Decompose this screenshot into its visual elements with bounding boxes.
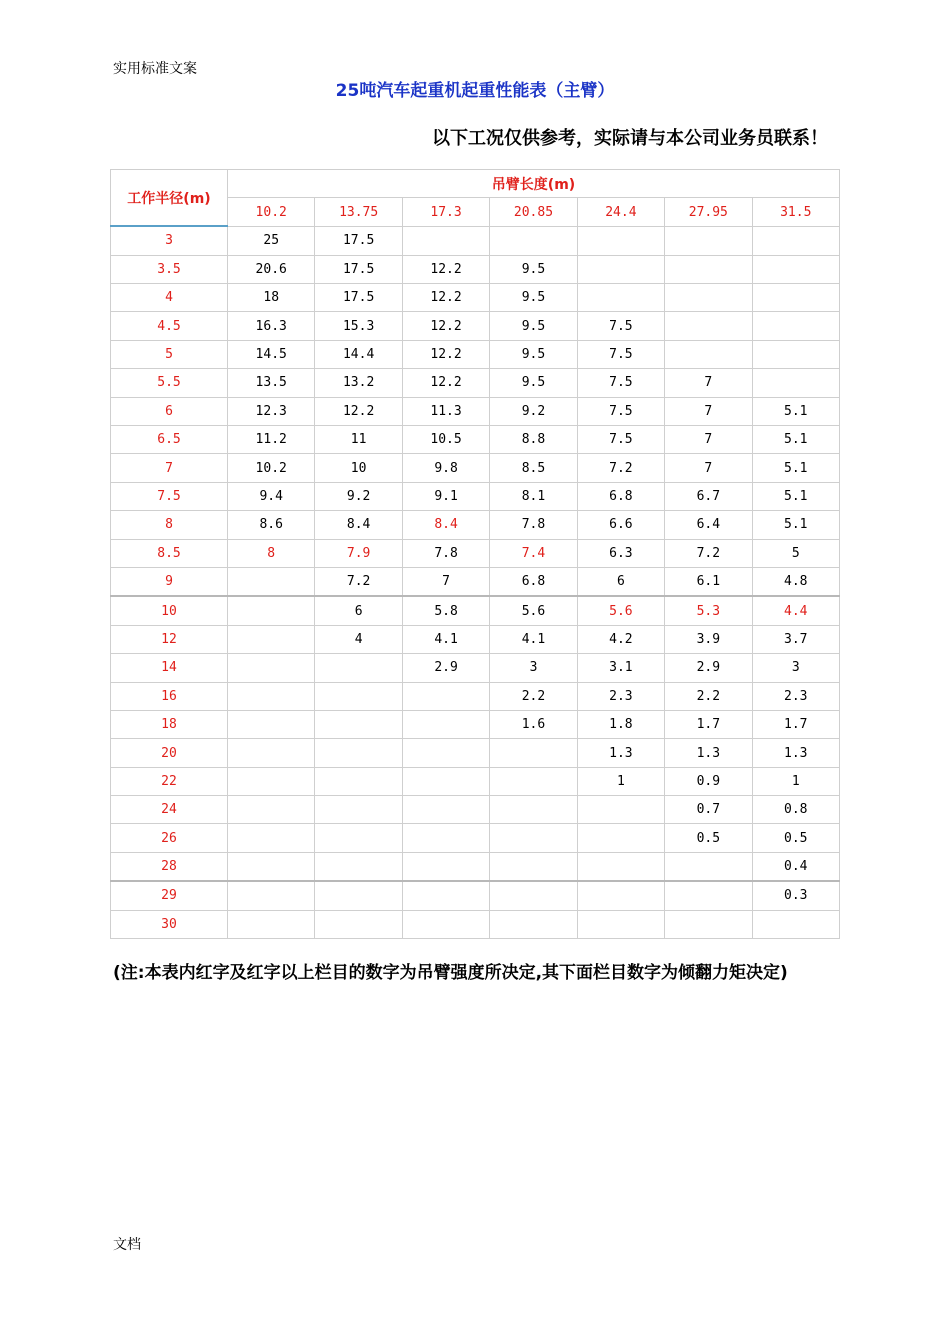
- capacity-cell: [752, 340, 839, 368]
- table-row: [111, 426, 840, 454]
- capacity-cell: 0.5: [752, 824, 839, 852]
- radius-cell: 28: [111, 852, 228, 881]
- capacity-cell: 0.5: [665, 824, 752, 852]
- capacity-cell: [228, 881, 315, 910]
- capacity-cell: [228, 910, 315, 938]
- capacity-cell: 8: [228, 539, 315, 567]
- capacity-cell: 0.8: [752, 796, 839, 824]
- radius-cell: 30: [111, 910, 228, 938]
- capacity-cell: 25: [228, 226, 315, 255]
- capacity-cell: 3: [490, 654, 577, 682]
- capacity-cell: [665, 284, 752, 312]
- capacity-cell: 8.4: [402, 511, 489, 539]
- capacity-cell: 6: [315, 596, 402, 625]
- capacity-cell: [402, 852, 489, 881]
- capacity-cell: 7.8: [402, 539, 489, 567]
- capacity-cell: 8.6: [228, 511, 315, 539]
- radius-cell: 7: [111, 454, 228, 482]
- capacity-cell: 10.2: [228, 454, 315, 482]
- table-row: [111, 881, 840, 910]
- capacity-cell: 6.8: [490, 567, 577, 596]
- capacity-cell: 2.2: [490, 682, 577, 710]
- table-row: [111, 454, 840, 482]
- capacity-cell: 7.5: [577, 340, 664, 368]
- capacity-cell: 5.1: [752, 426, 839, 454]
- radius-cell: 29: [111, 881, 228, 910]
- page-header: 实用标准文案: [113, 61, 197, 77]
- table-row: [111, 625, 840, 653]
- capacity-cell: 2.9: [402, 654, 489, 682]
- footnote: (注:本表内红字及红字以上栏目的数字为吊臂强度所决定,其下面栏目数字为倾翻力矩决定): [113, 963, 788, 983]
- radius-cell: 9: [111, 567, 228, 596]
- table-row: [111, 284, 840, 312]
- capacity-cell: [228, 654, 315, 682]
- capacity-cell: [315, 824, 402, 852]
- capacity-cell: 3.9: [665, 625, 752, 653]
- table-row: [111, 739, 840, 767]
- capacity-cell: 1.3: [577, 739, 664, 767]
- capacity-cell: 14.5: [228, 340, 315, 368]
- capacity-cell: [752, 369, 839, 397]
- capacity-cell: 5.1: [752, 511, 839, 539]
- capacity-cell: [490, 767, 577, 795]
- capacity-cell: 12.2: [315, 397, 402, 425]
- capacity-cell: [228, 625, 315, 653]
- table-row: [111, 910, 840, 938]
- capacity-cell: [577, 881, 664, 910]
- capacity-cell: 9.1: [402, 482, 489, 510]
- capacity-cell: 1: [577, 767, 664, 795]
- capacity-cell: [577, 284, 664, 312]
- capacity-cell: 7: [665, 397, 752, 425]
- radius-header: 工作半径(m): [111, 170, 228, 227]
- radius-cell: 6.5: [111, 426, 228, 454]
- radius-cell: 12: [111, 625, 228, 653]
- capacity-cell: 3.7: [752, 625, 839, 653]
- capacity-cell: [315, 910, 402, 938]
- capacity-cell: 8.8: [490, 426, 577, 454]
- capacity-cell: 7.8: [490, 511, 577, 539]
- capacity-cell: [402, 710, 489, 738]
- capacity-cell: 5.3: [665, 596, 752, 625]
- radius-cell: 6: [111, 397, 228, 425]
- capacity-cell: [490, 226, 577, 255]
- capacity-cell: 6.3: [577, 539, 664, 567]
- capacity-cell: [315, 710, 402, 738]
- capacity-cell: [228, 852, 315, 881]
- capacity-cell: [490, 796, 577, 824]
- capacity-cell: 11.2: [228, 426, 315, 454]
- capacity-cell: [577, 910, 664, 938]
- capacity-cell: 6.1: [665, 567, 752, 596]
- capacity-cell: 7.5: [577, 397, 664, 425]
- boom-length-col: 24.4: [577, 198, 664, 226]
- capacity-cell: [577, 796, 664, 824]
- capacity-cell: [665, 255, 752, 283]
- table-row: [111, 852, 840, 881]
- capacity-cell: [577, 255, 664, 283]
- capacity-cell: [315, 682, 402, 710]
- capacity-cell: [665, 340, 752, 368]
- capacity-cell: 0.9: [665, 767, 752, 795]
- capacity-cell: 7.5: [577, 369, 664, 397]
- capacity-cell: [752, 284, 839, 312]
- capacity-cell: 1.3: [752, 739, 839, 767]
- capacity-cell: 15.3: [315, 312, 402, 340]
- capacity-cell: 3: [752, 654, 839, 682]
- capacity-cell: 12.2: [402, 369, 489, 397]
- table-body: [111, 226, 840, 938]
- capacity-cell: [315, 739, 402, 767]
- boom-length-col: 17.3: [402, 198, 489, 226]
- capacity-cell: [577, 824, 664, 852]
- table-row: [111, 767, 840, 795]
- radius-cell: 8.5: [111, 539, 228, 567]
- table-row: [111, 397, 840, 425]
- capacity-cell: 12.2: [402, 312, 489, 340]
- capacity-cell: 5: [752, 539, 839, 567]
- capacity-cell: [228, 596, 315, 625]
- radius-cell: 18: [111, 710, 228, 738]
- capacity-cell: 7: [402, 567, 489, 596]
- capacity-cell: [490, 824, 577, 852]
- boom-length-col: 31.5: [752, 198, 839, 226]
- capacity-cell: 5.1: [752, 454, 839, 482]
- capacity-cell: 13.5: [228, 369, 315, 397]
- capacity-cell: 1.6: [490, 710, 577, 738]
- radius-cell: 26: [111, 824, 228, 852]
- capacity-cell: [752, 910, 839, 938]
- capacity-cell: 12.2: [402, 284, 489, 312]
- capacity-cell: 7.5: [577, 312, 664, 340]
- capacity-cell: [752, 312, 839, 340]
- capacity-cell: 17.5: [315, 255, 402, 283]
- radius-cell: 24: [111, 796, 228, 824]
- capacity-cell: 4.1: [402, 625, 489, 653]
- capacity-cell: 9.5: [490, 340, 577, 368]
- table-row: [111, 226, 840, 255]
- capacity-cell: 9.5: [490, 312, 577, 340]
- capacity-cell: 7: [665, 369, 752, 397]
- capacity-cell: 4: [315, 625, 402, 653]
- capacity-cell: 9.8: [402, 454, 489, 482]
- capacity-cell: [665, 312, 752, 340]
- capacity-cell: 5.8: [402, 596, 489, 625]
- capacity-cell: 7.2: [665, 539, 752, 567]
- capacity-cell: 7.9: [315, 539, 402, 567]
- capacity-cell: 5.6: [577, 596, 664, 625]
- capacity-cell: [490, 910, 577, 938]
- capacity-cell: 12.2: [402, 255, 489, 283]
- capacity-cell: 13.2: [315, 369, 402, 397]
- capacity-cell: [665, 910, 752, 938]
- radius-cell: 14: [111, 654, 228, 682]
- capacity-cell: 9.5: [490, 284, 577, 312]
- capacity-cell: 20.6: [228, 255, 315, 283]
- capacity-cell: [490, 852, 577, 881]
- table-row: [111, 654, 840, 682]
- capacity-cell: [228, 710, 315, 738]
- capacity-cell: [402, 682, 489, 710]
- capacity-cell: 12.2: [402, 340, 489, 368]
- capacity-cell: 3.1: [577, 654, 664, 682]
- capacity-cell: 9.5: [490, 369, 577, 397]
- capacity-cell: [402, 824, 489, 852]
- capacity-cell: 4.4: [752, 596, 839, 625]
- radius-cell: 4: [111, 284, 228, 312]
- table-row: [111, 796, 840, 824]
- capacity-cell: 7: [665, 426, 752, 454]
- capacity-cell: 8.5: [490, 454, 577, 482]
- capacity-cell: 5.6: [490, 596, 577, 625]
- capacity-cell: 2.9: [665, 654, 752, 682]
- capacity-cell: [228, 796, 315, 824]
- notice-text: 以下工况仅供参考，实际请与本公司业务员联系！: [432, 128, 828, 149]
- capacity-cell: [315, 881, 402, 910]
- capacity-cell: [577, 226, 664, 255]
- capacity-cell: 10: [315, 454, 402, 482]
- capacity-cell: [665, 852, 752, 881]
- radius-cell: 8: [111, 511, 228, 539]
- radius-cell: 3: [111, 226, 228, 255]
- capacity-cell: 7: [665, 454, 752, 482]
- capacity-cell: 6.7: [665, 482, 752, 510]
- capacity-cell: 5.1: [752, 397, 839, 425]
- capacity-cell: 14.4: [315, 340, 402, 368]
- radius-cell: 10: [111, 596, 228, 625]
- radius-cell: 4.5: [111, 312, 228, 340]
- table-row: [111, 255, 840, 283]
- capacity-cell: 2.3: [577, 682, 664, 710]
- capacity-cell: [490, 881, 577, 910]
- capacity-cell: [577, 852, 664, 881]
- capacity-cell: 7.5: [577, 426, 664, 454]
- table-row: [111, 539, 840, 567]
- capacity-cell: 2.3: [752, 682, 839, 710]
- capacity-cell: [315, 767, 402, 795]
- capacity-cell: 4.1: [490, 625, 577, 653]
- capacity-cell: 10.5: [402, 426, 489, 454]
- boom-length-col: 13.75: [315, 198, 402, 226]
- table-row: [111, 596, 840, 625]
- table-row: [111, 511, 840, 539]
- capacity-cell: 1.3: [665, 739, 752, 767]
- capacity-cell: [228, 767, 315, 795]
- capacity-cell: 1: [752, 767, 839, 795]
- capacity-cell: 7.2: [577, 454, 664, 482]
- capacity-cell: [402, 226, 489, 255]
- capacity-cell: 17.5: [315, 284, 402, 312]
- page-footer: 文档: [113, 1237, 141, 1253]
- capacity-cell: 9.4: [228, 482, 315, 510]
- table-row: [111, 824, 840, 852]
- capacity-cell: 12.3: [228, 397, 315, 425]
- capacity-cell: 16.3: [228, 312, 315, 340]
- table-row: [111, 710, 840, 738]
- capacity-cell: [402, 881, 489, 910]
- table-row: [111, 682, 840, 710]
- capacity-cell: 0.3: [752, 881, 839, 910]
- capacity-cell: 5.1: [752, 482, 839, 510]
- capacity-cell: 1.7: [752, 710, 839, 738]
- capacity-cell: [402, 796, 489, 824]
- table-row: [111, 567, 840, 596]
- capacity-cell: 18: [228, 284, 315, 312]
- capacity-cell: 7.4: [490, 539, 577, 567]
- capacity-cell: 8.1: [490, 482, 577, 510]
- capacity-cell: 9.2: [315, 482, 402, 510]
- capacity-cell: 6: [577, 567, 664, 596]
- capacity-cell: [402, 739, 489, 767]
- capacity-cell: 6.4: [665, 511, 752, 539]
- radius-cell: 16: [111, 682, 228, 710]
- table-row: [111, 482, 840, 510]
- capacity-cell: 11.3: [402, 397, 489, 425]
- capacity-cell: [752, 255, 839, 283]
- boom-length-col: 27.95: [665, 198, 752, 226]
- capacity-cell: 4.2: [577, 625, 664, 653]
- page-title: 25吨汽车起重机起重性能表（主臂）: [335, 81, 615, 101]
- table-row: [111, 369, 840, 397]
- radius-cell: 3.5: [111, 255, 228, 283]
- capacity-cell: [665, 881, 752, 910]
- radius-cell: 22: [111, 767, 228, 795]
- capacity-cell: 6.6: [577, 511, 664, 539]
- capacity-cell: 9.2: [490, 397, 577, 425]
- boom-length-header: 吊臂长度(m): [228, 170, 840, 198]
- capacity-cell: 17.5: [315, 226, 402, 255]
- capacity-cell: [315, 796, 402, 824]
- capacity-cell: [315, 654, 402, 682]
- table-row: [111, 340, 840, 368]
- boom-length-col: 10.2: [228, 198, 315, 226]
- capacity-cell: 7.2: [315, 567, 402, 596]
- capacity-cell: [228, 567, 315, 596]
- capacity-cell: [752, 226, 839, 255]
- capacity-cell: 0.4: [752, 852, 839, 881]
- capacity-cell: 8.4: [315, 511, 402, 539]
- capacity-cell: 0.7: [665, 796, 752, 824]
- capacity-cell: [490, 739, 577, 767]
- capacity-cell: 1.8: [577, 710, 664, 738]
- capacity-cell: [402, 910, 489, 938]
- radius-cell: 7.5: [111, 482, 228, 510]
- boom-length-col: 20.85: [490, 198, 577, 226]
- capacity-cell: [402, 767, 489, 795]
- capacity-cell: 1.7: [665, 710, 752, 738]
- capacity-cell: 4.8: [752, 567, 839, 596]
- capacity-cell: 2.2: [665, 682, 752, 710]
- radius-cell: 5.5: [111, 369, 228, 397]
- radius-cell: 20: [111, 739, 228, 767]
- radius-cell: 5: [111, 340, 228, 368]
- load-chart-table: [110, 169, 840, 939]
- capacity-cell: 11: [315, 426, 402, 454]
- table-row: [111, 312, 840, 340]
- capacity-cell: [228, 739, 315, 767]
- capacity-cell: 6.8: [577, 482, 664, 510]
- capacity-cell: [315, 852, 402, 881]
- capacity-cell: 9.5: [490, 255, 577, 283]
- capacity-cell: [228, 682, 315, 710]
- capacity-cell: [665, 226, 752, 255]
- capacity-cell: [228, 824, 315, 852]
